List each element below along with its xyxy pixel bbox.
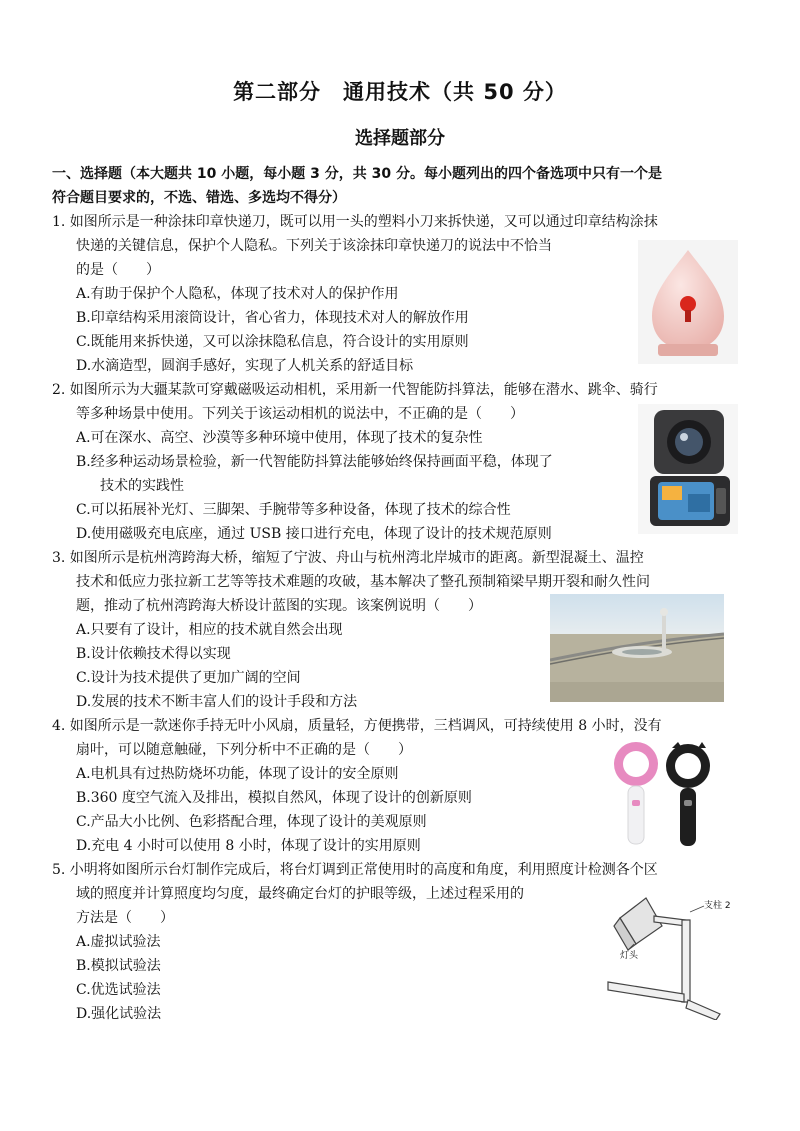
question-5-option-d: D.强化试验法 [76,1006,162,1022]
question-2-option-a: A.可在深水、高空、沙漠等多种环境中使用，体现了技术的复杂性 [76,430,483,446]
page-title: 第二部分 通用技术（共 50 分） [233,80,567,104]
question-4-stem-line-2: 扇叶，可以随意触碰，下列分析中不正确的是（ ） [76,742,412,758]
figure-hangzhou-bay-bridge [550,594,724,702]
question-1-option-d: D.水滴造型，圆润手感好，实现了人机关系的舒适目标 [76,358,414,374]
question-2-option-b-cont: 技术的实践性 [100,478,184,494]
question-2-option-b: B.经多种运动场景检验，新一代智能防抖算法能够始终保持画面平稳，体现了 [76,454,553,470]
question-1-option-b: B.印章结构采用滚筒设计，省心省力，体现技术对人的解放作用 [76,310,469,326]
lamp-label-support: 支柱 2 [704,901,731,911]
question-3-option-a: A.只要有了设计，相应的技术就自然会出现 [76,622,343,638]
question-2-option-c: C.可以拓展补光灯、三脚架、手腕带等多种设备，体现了技术的综合性 [76,502,511,518]
instructions-line-1: 一、选择题（本大题共 10 小题，每小题 3 分，共 30 分。每小题列出的四个备选项中只有一个是 [52,166,662,182]
question-1-stem-line-1: 1. 如图所示是一种涂抹印章快递刀，既可以用一头的塑料小刀来拆快递，又可以通过印章结构涂抹 [52,214,658,230]
figure-action-camera [638,404,738,534]
question-4-option-d: D.充电 4 小时可以使用 8 小时，体现了设计的实用原则 [76,838,421,854]
lamp-label-head: 灯头 [620,951,639,961]
question-5-stem-line-1: 5. 小明将如图所示台灯制作完成后，将台灯调到正常使用时的高度和角度，利用照度计检测各个区 [52,862,658,878]
question-5-stem-line-2: 域的照度并计算照度均匀度，最终确定台灯的护眼等级，上述过程采用的 [76,886,524,902]
section-title: 选择题部分 [355,128,445,149]
figure-desk-lamp [600,890,750,1020]
figure-stamp-cutter [638,240,738,364]
question-5-option-a: A.虚拟试验法 [76,934,161,950]
question-5-stem-line-3: 方法是（ ） [76,910,174,926]
question-4-option-b: B.360 度空气流入及排出，模拟自然风，体现了设计的创新原则 [76,790,472,806]
question-3-stem-line-3: 题，推动了杭州湾跨海大桥设计蓝图的实现。该案例说明（ ） [76,598,482,614]
question-1-stem-line-2: 快递的关键信息，保护个人隐私。下列关于该涂抹印章快递刀的说法中不恰当 [76,238,552,254]
figure-bladeless-fans [606,738,716,850]
question-4-option-c: C.产品大小比例、色彩搭配合理，体现了设计的美观原则 [76,814,427,830]
question-1-option-a: A.有助于保护个人隐私，体现了技术对人的保护作用 [76,286,399,302]
question-2-stem-line-1: 2. 如图所示为大疆某款可穿戴磁吸运动相机，采用新一代智能防抖算法，能够在潜水、跳伞、骑行 [52,382,658,398]
question-5-option-b: B.模拟试验法 [76,958,161,974]
question-3-stem-line-2: 技术和低应力张拉新工艺等等技术难题的攻破，基本解决了整孔预制箱梁早期开裂和耐久性问 [76,574,650,590]
question-3-option-c: C.设计为技术提供了更加广阔的空间 [76,670,301,686]
question-3-option-b: B.设计依赖技术得以实现 [76,646,231,662]
question-4-stem-line-1: 4. 如图所示是一款迷你手持无叶小风扇，质量轻，方便携带，三档调风，可持续使用 8 小时，没有 [52,718,662,734]
question-1-stem-line-3: 的是（ ） [76,262,160,278]
question-5-option-c: C.优选试验法 [76,982,161,998]
question-1-option-c: C.既能用来拆快递，又可以涂抹隐私信息，符合设计的实用原则 [76,334,469,350]
question-2-option-d: D.使用磁吸充电底座，通过 USB 接口进行充电，体现了设计的技术规范原则 [76,526,552,542]
instructions-line-2: 符合题目要求的，不选、错选、多选均不得分） [52,190,346,206]
question-3-option-d: D.发展的技术不断丰富人们的设计手段和方法 [76,694,358,710]
question-3-stem-line-1: 3. 如图所示是杭州湾跨海大桥，缩短了宁波、舟山与杭州湾北岸城市的距离。新型混凝土、温控 [52,550,644,566]
question-4-option-a: A.电机具有过热防烧坏功能，体现了设计的安全原则 [76,766,399,782]
question-2-stem-line-2: 等多种场景中使用。下列关于该运动相机的说法中，不正确的是（ ） [76,406,524,422]
